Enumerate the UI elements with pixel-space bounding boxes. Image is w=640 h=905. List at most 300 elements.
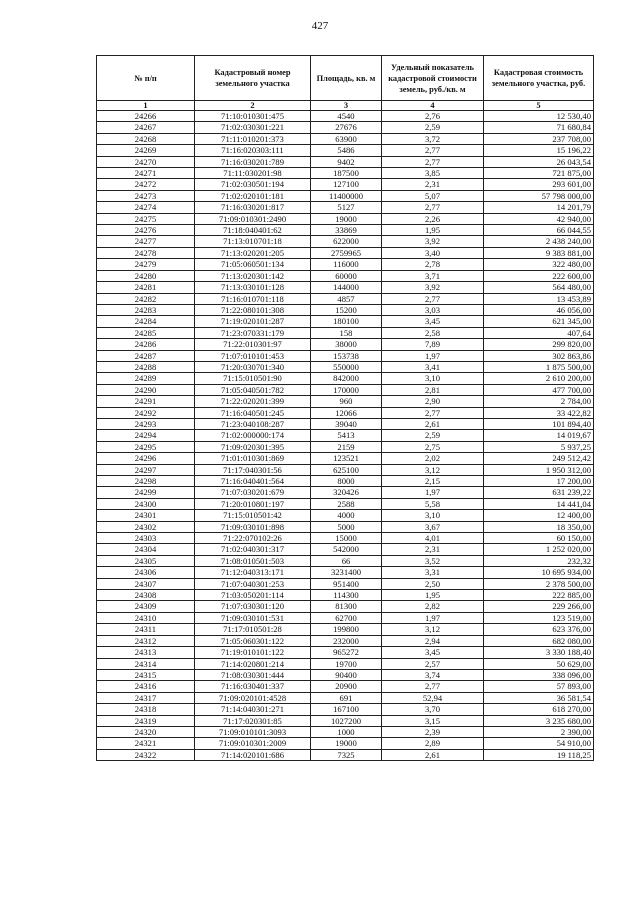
table-row [97,293,594,304]
table-row [97,647,594,658]
row-number-cell: 24284 [97,316,195,327]
cadastral-value-cell: 57 798 000,00 [484,190,594,201]
table-row [97,704,594,715]
table-row [97,339,594,350]
unit-value-cell: 3,85 [382,168,484,179]
cadastral-value-cell: 33 422,82 [484,407,594,418]
area-cell: 144000 [311,282,382,293]
row-number-cell: 24301 [97,510,195,521]
cadastral-value-cell: 12 400,00 [484,510,594,521]
unit-value-cell: 2,31 [382,179,484,190]
cadastral-number-cell: 71:13:030101:128 [195,282,311,293]
table-row [97,327,594,338]
cadastral-value-cell: 101 894,40 [484,418,594,429]
header-cadastral-value: Кадастровая стоимость земельного участка, руб. [484,56,594,101]
row-number-cell: 24295 [97,441,195,452]
cadastral-number-cell: 71:09:030101:531 [195,612,311,623]
row-number-cell: 24276 [97,225,195,236]
cadastral-value-cell: 631 239,22 [484,487,594,498]
table-row [97,487,594,498]
row-number-cell: 24293 [97,418,195,429]
page-number: 427 [311,20,329,32]
table-row [97,145,594,156]
cadastral-number-cell: 71:10:010301:475 [195,111,311,122]
row-number-cell: 24320 [97,726,195,737]
unit-value-cell: 3,71 [382,270,484,281]
table-row [97,259,594,270]
cadastral-value-cell: 17 200,00 [484,476,594,487]
area-cell: 199800 [311,624,382,635]
unit-value-cell: 3,67 [382,521,484,532]
cadastral-number-cell: 71:20:030701:340 [195,361,311,372]
table-row [97,715,594,726]
table-row [97,384,594,395]
cadastral-number-cell: 71:07:010101:453 [195,350,311,361]
area-cell: 116000 [311,259,382,270]
cadastral-value-cell: 2 378 500,00 [484,578,594,589]
cadastral-value-cell: 299 820,00 [484,339,594,350]
unit-value-cell: 2,76 [382,111,484,122]
area-cell: 167100 [311,704,382,715]
area-cell: 965272 [311,647,382,658]
row-number-cell: 24296 [97,453,195,464]
table-row [97,624,594,635]
cadastral-value-cell: 3 330 188,40 [484,647,594,658]
unit-value-cell: 3,12 [382,624,484,635]
cadastral-value-cell: 71 680,84 [484,122,594,133]
table-row [97,156,594,167]
row-number-cell: 24309 [97,601,195,612]
area-cell: 33869 [311,225,382,236]
unit-value-cell: 2,02 [382,453,484,464]
area-cell: 12066 [311,407,382,418]
unit-value-cell: 1,97 [382,612,484,623]
table-row [97,213,594,224]
area-cell: 2759965 [311,247,382,258]
row-number-cell: 24291 [97,396,195,407]
unit-value-cell: 1,97 [382,350,484,361]
cadastral-value-cell: 407,64 [484,327,594,338]
area-cell: 1027200 [311,715,382,726]
area-cell: 60000 [311,270,382,281]
table-row [97,202,594,213]
column-number: 4 [382,101,484,111]
cadastral-value-cell: 2 784,00 [484,396,594,407]
cadastral-number-cell: 71:07:040301:253 [195,578,311,589]
cadastral-value-cell: 14 441,04 [484,498,594,509]
unit-value-cell: 2,89 [382,738,484,749]
cadastral-value-cell: 46 056,00 [484,304,594,315]
cadastral-number-cell: 71:23:040108:287 [195,418,311,429]
area-cell: 187500 [311,168,382,179]
cadastral-number-cell: 71:12:040313:171 [195,567,311,578]
area-cell: 625100 [311,464,382,475]
area-cell: 691 [311,692,382,703]
cadastral-value-cell: 36 581,54 [484,692,594,703]
cadastral-value-cell: 682 080,00 [484,635,594,646]
cadastral-value-cell: 14 019,67 [484,430,594,441]
area-cell: 127100 [311,179,382,190]
unit-value-cell: 2,15 [382,476,484,487]
area-cell: 81300 [311,601,382,612]
row-number-cell: 24266 [97,111,195,122]
cadastral-number-cell: 71:08:030301:444 [195,669,311,680]
area-cell: 5413 [311,430,382,441]
row-number-cell: 24290 [97,384,195,395]
area-cell: 158 [311,327,382,338]
cadastral-number-cell: 71:22:020201:399 [195,396,311,407]
cadastral-number-cell: 71:16:030401:337 [195,681,311,692]
area-cell: 951400 [311,578,382,589]
row-number-cell: 24274 [97,202,195,213]
cadastral-number-cell: 71:09:010301:2490 [195,213,311,224]
area-cell: 3231400 [311,567,382,578]
row-number-cell: 24307 [97,578,195,589]
unit-value-cell: 2,77 [382,293,484,304]
row-number-cell: 24304 [97,544,195,555]
cadastral-value-cell: 564 480,00 [484,282,594,293]
row-number-cell: 24303 [97,533,195,544]
cadastral-value-cell: 3 235 680,00 [484,715,594,726]
column-number: 2 [195,101,311,111]
row-number-cell: 24277 [97,236,195,247]
cadastral-value-cell: 302 863,86 [484,350,594,361]
area-cell: 19700 [311,658,382,669]
unit-value-cell: 3,03 [382,304,484,315]
cadastral-number-cell: 71:13:010701:18 [195,236,311,247]
cadastral-number-cell: 71:18:040401:62 [195,225,311,236]
table-row [97,304,594,315]
cadastral-number-cell: 71:08:010501:503 [195,555,311,566]
cadastral-value-cell: 54 910,00 [484,738,594,749]
cadastral-number-cell: 71:22:010301:97 [195,339,311,350]
area-cell: 542000 [311,544,382,555]
unit-value-cell: 2,77 [382,407,484,418]
row-number-cell: 24292 [97,407,195,418]
row-number-cell: 24305 [97,555,195,566]
cadastral-value-cell: 123 519,00 [484,612,594,623]
area-cell: 66 [311,555,382,566]
unit-value-cell: 2,31 [382,544,484,555]
area-cell: 1000 [311,726,382,737]
unit-value-cell: 2,77 [382,681,484,692]
unit-value-cell: 3,70 [382,704,484,715]
cadastral-value-cell: 15 196,22 [484,145,594,156]
cadastral-number-cell: 71:16:030201:789 [195,156,311,167]
cadastral-value-cell: 623 376,00 [484,624,594,635]
area-cell: 15200 [311,304,382,315]
cadastral-number-cell: 71:01:010301:869 [195,453,311,464]
row-number-cell: 24302 [97,521,195,532]
cadastral-value-cell: 222 600,00 [484,270,594,281]
cadastral-value-cell: 66 044,55 [484,225,594,236]
table-row [97,350,594,361]
column-number: 3 [311,101,382,111]
row-number-cell: 24289 [97,373,195,384]
table-header-row [97,56,594,101]
cadastral-value-cell: 57 893,00 [484,681,594,692]
cadastral-value-cell: 232,32 [484,555,594,566]
unit-value-cell: 2,81 [382,384,484,395]
table-row [97,521,594,532]
table-row [97,578,594,589]
unit-value-cell: 2,77 [382,202,484,213]
cadastral-number-cell: 71:14:040301:271 [195,704,311,715]
row-number-cell: 24318 [97,704,195,715]
unit-value-cell: 3,12 [382,464,484,475]
area-cell: 9402 [311,156,382,167]
unit-value-cell: 2,78 [382,259,484,270]
area-cell: 20900 [311,681,382,692]
cadastral-value-cell: 293 601,00 [484,179,594,190]
row-number-cell: 24287 [97,350,195,361]
unit-value-cell: 3,10 [382,510,484,521]
table-row [97,270,594,281]
table-row [97,316,594,327]
table-row [97,236,594,247]
cadastral-number-cell: 71:09:020101:4528 [195,692,311,703]
cadastral-number-cell: 71:02:030301:221 [195,122,311,133]
table-row [97,396,594,407]
row-number-cell: 24299 [97,487,195,498]
row-number-cell: 24313 [97,647,195,658]
unit-value-cell: 3,52 [382,555,484,566]
cadastral-value-cell: 13 453,89 [484,293,594,304]
row-number-cell: 24281 [97,282,195,293]
cadastral-number-cell: 71:17:010501:28 [195,624,311,635]
cadastral-number-cell: 71:13:020201:205 [195,247,311,258]
cadastral-value-cell: 14 201,79 [484,202,594,213]
cadastral-number-cell: 71:17:040301:56 [195,464,311,475]
cadastral-number-cell: 71:07:030201:679 [195,487,311,498]
cadastral-number-cell: 71:02:000000:174 [195,430,311,441]
unit-value-cell: 3,92 [382,236,484,247]
area-cell: 170000 [311,384,382,395]
table-row [97,190,594,201]
cadastral-number-cell: 71:13:020301:142 [195,270,311,281]
unit-value-cell: 2,82 [382,601,484,612]
table-row [97,225,594,236]
header-unit-value: Удельный показатель кадастровой стоимости земель, руб./кв. м [382,56,484,101]
table-row [97,635,594,646]
cadastral-number-cell: 71:05:040501:782 [195,384,311,395]
cadastral-value-cell: 12 530,40 [484,111,594,122]
unit-value-cell: 2,61 [382,749,484,760]
cadastral-value-cell: 338 096,00 [484,669,594,680]
cadastral-value-cell: 42 940,00 [484,213,594,224]
table-row [97,612,594,623]
unit-value-cell: 5,07 [382,190,484,201]
table-row [97,555,594,566]
row-number-cell: 24288 [97,361,195,372]
cadastral-number-cell: 71:02:030501:194 [195,179,311,190]
area-cell: 2588 [311,498,382,509]
cadastral-value-cell: 237 708,00 [484,133,594,144]
cadastral-value-cell: 477 700,00 [484,384,594,395]
unit-value-cell: 1,95 [382,225,484,236]
row-number-cell: 24285 [97,327,195,338]
unit-value-cell: 2,26 [382,213,484,224]
unit-value-cell: 2,50 [382,578,484,589]
area-cell: 15000 [311,533,382,544]
unit-value-cell: 2,77 [382,156,484,167]
unit-value-cell: 2,94 [382,635,484,646]
unit-value-cell: 1,97 [382,487,484,498]
area-cell: 27676 [311,122,382,133]
cadastral-value-cell: 18 350,00 [484,521,594,532]
cadastral-number-cell: 71:20:010801:197 [195,498,311,509]
cadastral-number-cell: 71:02:040301:317 [195,544,311,555]
cadastral-value-cell: 1 252 020,00 [484,544,594,555]
unit-value-cell: 3,41 [382,361,484,372]
row-number-cell: 24270 [97,156,195,167]
cadastral-number-cell: 71:09:010101:3093 [195,726,311,737]
cadastral-number-cell: 71:11:010201:373 [195,133,311,144]
table-row [97,407,594,418]
row-number-cell: 24321 [97,738,195,749]
table-row [97,282,594,293]
area-cell: 123521 [311,453,382,464]
area-cell: 63900 [311,133,382,144]
unit-value-cell: 2,75 [382,441,484,452]
table-row [97,168,594,179]
area-cell: 4540 [311,111,382,122]
unit-value-cell: 2,77 [382,145,484,156]
table-body [97,111,594,761]
row-number-cell: 24308 [97,590,195,601]
row-number-cell: 24311 [97,624,195,635]
cadastral-number-cell: 71:16:040501:245 [195,407,311,418]
table-row [97,726,594,737]
table-row [97,567,594,578]
row-number-cell: 24286 [97,339,195,350]
row-number-cell: 24283 [97,304,195,315]
row-number-cell: 24279 [97,259,195,270]
cadastral-number-cell: 71:09:010301:2009 [195,738,311,749]
cadastral-value-cell: 721 875,00 [484,168,594,179]
area-cell: 960 [311,396,382,407]
unit-value-cell: 1,95 [382,590,484,601]
cadastral-value-cell: 2 438 240,00 [484,236,594,247]
unit-value-cell: 5,58 [382,498,484,509]
table-row [97,590,594,601]
unit-value-cell: 2,57 [382,658,484,669]
cadastral-value-cell: 621 345,00 [484,316,594,327]
cadastral-number-cell: 71:15:010501:42 [195,510,311,521]
cadastral-number-cell: 71:22:080101:308 [195,304,311,315]
column-number: 5 [484,101,594,111]
area-cell: 4000 [311,510,382,521]
cadastral-value-cell: 26 043,54 [484,156,594,167]
cadastral-number-cell: 71:16:010701:118 [195,293,311,304]
row-number-cell: 24278 [97,247,195,258]
cadastral-number-cell: 71:23:070331:179 [195,327,311,338]
header-row-number: № п/п [97,56,195,101]
table-row [97,669,594,680]
table-row [97,544,594,555]
unit-value-cell: 52,94 [382,692,484,703]
table-row [97,658,594,669]
row-number-cell: 24322 [97,749,195,760]
area-cell: 180100 [311,316,382,327]
row-number-cell: 24294 [97,430,195,441]
cadastral-value-cell: 229 266,00 [484,601,594,612]
area-cell: 5486 [311,145,382,156]
table-row [97,111,594,122]
area-cell: 5127 [311,202,382,213]
area-cell: 90400 [311,669,382,680]
area-cell: 7325 [311,749,382,760]
row-number-cell: 24319 [97,715,195,726]
unit-value-cell: 3,45 [382,316,484,327]
table-row [97,476,594,487]
table-row [97,601,594,612]
cadastral-value-cell: 1 875 500,00 [484,361,594,372]
area-cell: 114300 [311,590,382,601]
cadastral-value-cell: 618 270,00 [484,704,594,715]
area-cell: 153738 [311,350,382,361]
table-row [97,122,594,133]
row-number-cell: 24298 [97,476,195,487]
unit-value-cell: 2,90 [382,396,484,407]
area-cell: 19000 [311,213,382,224]
cadastral-value-table [96,55,594,761]
header-area: Площадь, кв. м [311,56,382,101]
unit-value-cell: 2,58 [382,327,484,338]
cadastral-value-cell: 322 480,00 [484,259,594,270]
cadastral-value-cell: 50 629,00 [484,658,594,669]
table-row [97,498,594,509]
row-number-cell: 24269 [97,145,195,156]
row-number-cell: 24282 [97,293,195,304]
table-row [97,179,594,190]
unit-value-cell: 3,31 [382,567,484,578]
table-row [97,749,594,760]
unit-value-cell: 3,10 [382,373,484,384]
area-cell: 8000 [311,476,382,487]
unit-value-cell: 2,61 [382,418,484,429]
row-number-cell: 24317 [97,692,195,703]
row-number-cell: 24310 [97,612,195,623]
cadastral-number-cell: 71:02:020101:181 [195,190,311,201]
row-number-cell: 24273 [97,190,195,201]
row-number-cell: 24271 [97,168,195,179]
unit-value-cell: 3,72 [382,133,484,144]
table-row [97,681,594,692]
cadastral-number-cell: 71:11:030201:98 [195,168,311,179]
cadastral-number-cell: 71:05:060301:122 [195,635,311,646]
table-row [97,692,594,703]
row-number-cell: 24315 [97,669,195,680]
table-row [97,133,594,144]
cadastral-number-cell: 71:09:020301:395 [195,441,311,452]
cadastral-number-cell: 71:19:020101:287 [195,316,311,327]
unit-value-cell: 2,59 [382,430,484,441]
cadastral-number-cell: 71:19:010101:122 [195,647,311,658]
cadastral-value-cell: 5 937,25 [484,441,594,452]
area-cell: 62700 [311,612,382,623]
area-cell: 232000 [311,635,382,646]
cadastral-number-cell: 71:14:020801:214 [195,658,311,669]
cadastral-value-cell: 19 118,25 [484,749,594,760]
cadastral-number-cell: 71:16:020303:111 [195,145,311,156]
unit-value-cell: 3,40 [382,247,484,258]
cadastral-value-cell: 222 885,00 [484,590,594,601]
column-number-row [97,101,594,111]
row-number-cell: 24306 [97,567,195,578]
row-number-cell: 24280 [97,270,195,281]
cadastral-value-cell: 2 390,00 [484,726,594,737]
